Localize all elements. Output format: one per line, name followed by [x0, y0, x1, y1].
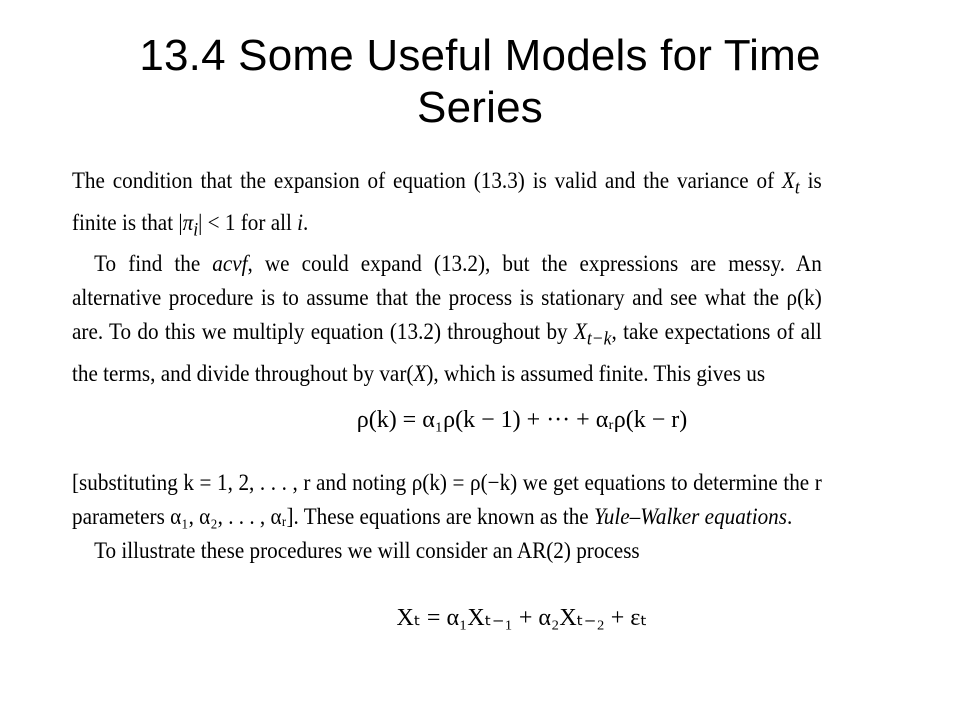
paragraph-1-text-a: The condition that the expansion of equation (13.3) is valid and the variance of	[72, 168, 782, 193]
equation-ar2-process: Xₜ = α₁Xₜ₋₁ + α₂Xₜ₋₂ + εₜ	[396, 605, 648, 631]
slide-title	[40, 30, 920, 134]
paragraph-1-end: .	[303, 209, 309, 235]
paragraph-1	[72, 164, 822, 247]
scanned-text-block-2	[72, 466, 822, 568]
term-yule-walker-equations: Yule–Walker equations	[593, 504, 787, 529]
variable-x-var: X	[413, 360, 427, 386]
paragraph-3-text-a: [substituting k = 1, 2, . . . , r and noting ρ(k) = ρ(−k) we get equations to determine the r parameters α₁, α₂, . . . , αᵣ]. These equations are known as the	[72, 470, 822, 529]
variable-pi: π	[182, 209, 194, 235]
subscript-i: i	[193, 219, 199, 241]
subscript-t: t	[794, 177, 800, 199]
title-line-1: 13.4 Some Useful Models for Time	[139, 31, 821, 80]
paragraph-2-text-a: To find the	[94, 251, 213, 277]
paragraph-1-text-b: is finite is that |	[72, 168, 822, 235]
title-line-2: Series	[417, 83, 543, 132]
scanned-text-block	[72, 164, 822, 391]
paragraph-2-text-d: ), which is assumed finite. This gives us	[426, 360, 766, 386]
paragraph-1-text-c: | < 1 for all	[198, 209, 298, 235]
variable-x: X	[781, 168, 795, 193]
paragraph-3-end: .	[786, 504, 793, 529]
variable-x-lag: X	[573, 319, 587, 345]
paragraph-2-text-c: , take expectations of all the terms, and divide throughout by var(	[72, 319, 822, 386]
paragraph-2-text-b: , we could expand (13.2), but the expressions are messy. An alternative procedure is to assume that the process is stationary and see what the ρ(k) are. To do this we multiply equation (13.2) throughout by	[72, 251, 822, 345]
variable-i: i	[297, 209, 304, 235]
paragraph-2	[72, 247, 822, 391]
paragraph-4: To illustrate these procedures we will consider an AR(2) process	[94, 538, 640, 563]
term-acvf: acvf	[212, 251, 248, 277]
equation-yule-walker: ρ(k) = α₁ρ(k − 1) + ··· + αᵣρ(k − r)	[356, 407, 688, 433]
subscript-t-minus-k: t−k	[586, 328, 612, 350]
paragraph-3	[72, 466, 822, 534]
